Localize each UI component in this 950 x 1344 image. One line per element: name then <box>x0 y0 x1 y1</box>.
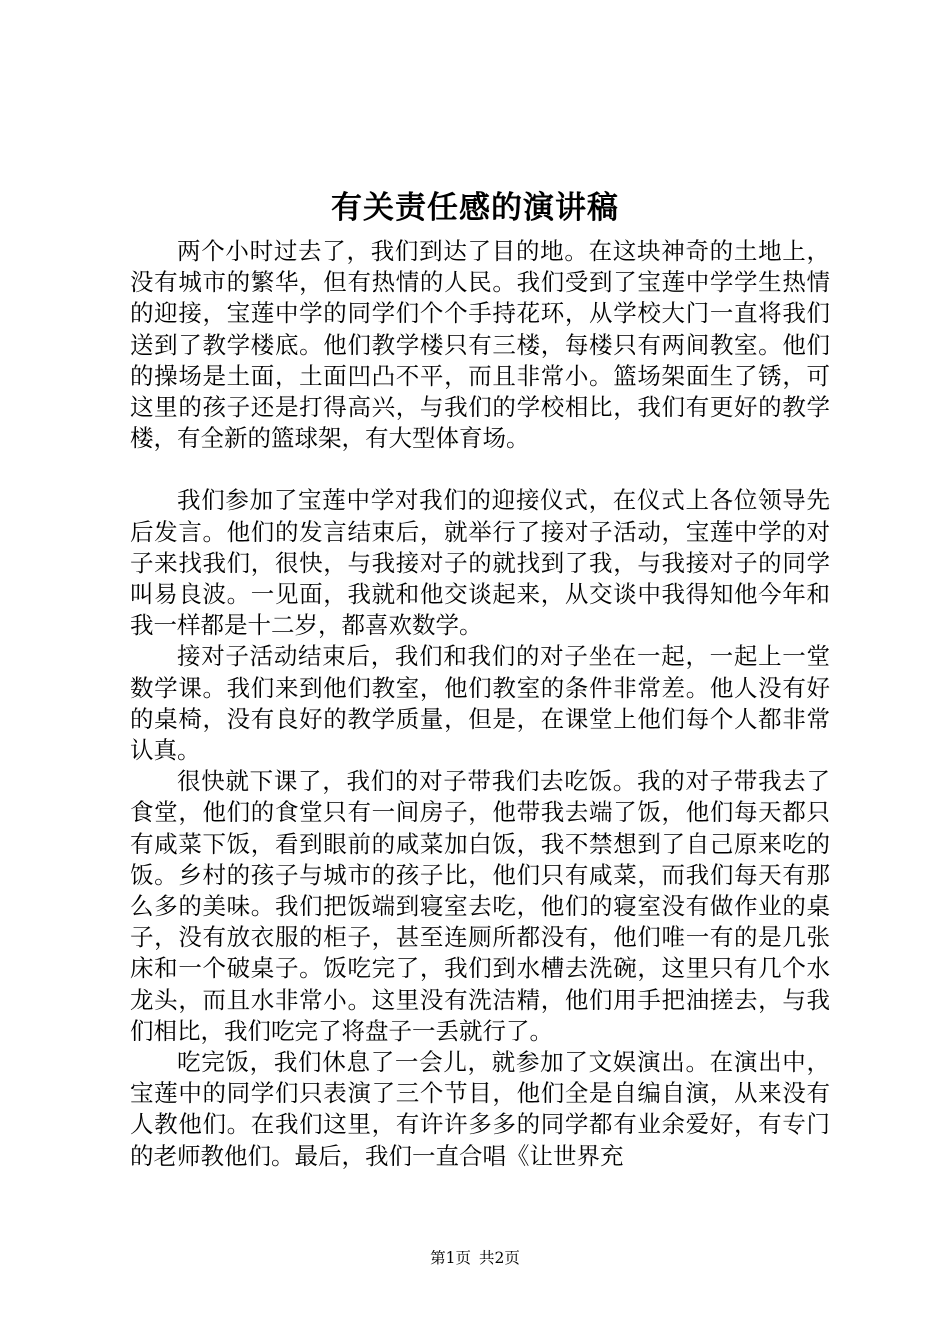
paragraph-5: 吃完饭，我们休息了一会儿，就参加了文娱演出。在演出中，宝莲中的同学们只表演了三个节目，他们全是自编自演，从来没有人教他们。在我们这里，有许许多多的同学都有业余爱好，有专门的老师教他们。最后，我们一直合唱《让世界充 <box>130 1048 830 1170</box>
document-title: 有关责任感的演讲稿 <box>331 190 619 226</box>
paragraph-4: 很快就下课了，我们的对子带我们去吃饭。我的对子带我去了食堂，他们的食堂只有一间房子，他带我去端了饭，他们每天都只有咸菜下饭，看到眼前的咸菜加白饭，我不禁想到了自己原来吃的饭。乡村的孩子与城市的孩子比，他们只有咸菜，而我们每天有那么多的美味。我们把饭端到寝室去吃，他们的寝室没有做作业的桌子，没有放衣服的柜子，甚至连厕所都没有，他们唯一有的是几张床和一个破桌子。饭吃完了，我们到水槽去洗碗，这里只有几个水龙头，而且水非常小。这里没有洗洁精，他们用手把油搓去，与我们相比，我们吃完了将盘子一丢就行了。 <box>130 767 830 1045</box>
page-footer <box>0 1247 950 1269</box>
page-total: 共2页 <box>479 1249 520 1267</box>
paragraph-1: 两个小时过去了，我们到达了目的地。在这块神奇的土地上，没有城市的繁华，但有热情的人民。我们受到了宝莲中学学生热情的迎接，宝莲中学的同学们个个手持花环，从学校大门一直将我们送到了教学楼底。他们教学楼只有三楼，每楼只有两间教室。他们的操场是土面，土面凹凸不平，而且非常小。篮场架面生了锈，可这里的孩子还是打得高兴，与我们的学校相比，我们有更好的教学楼，有全新的篮球架，有大型体育场。 <box>130 237 830 453</box>
document-body <box>130 236 830 1172</box>
paragraph-2: 我们参加了宝莲中学对我们的迎接仪式，在仪式上各位领导先后发言。他们的发言结束后，就举行了接对子活动，宝莲中学的对子来找我们，很快，与我接对子的就找到了我，与我接对子的同学叫易良波。一见面，我就和他交谈起来，从交谈中我得知他今年和我一样都是十二岁，都喜欢数学。 <box>130 486 830 640</box>
paragraph-3: 接对子活动结束后，我们和我们的对子坐在一起，一起上一堂数学课。我们来到他们教室，他们教室的条件非常差。他人没有好的桌椅，没有良好的教学质量，但是，在课堂上他们每个人都非常认真。 <box>130 642 830 765</box>
page-number: 第1页 <box>430 1249 471 1267</box>
